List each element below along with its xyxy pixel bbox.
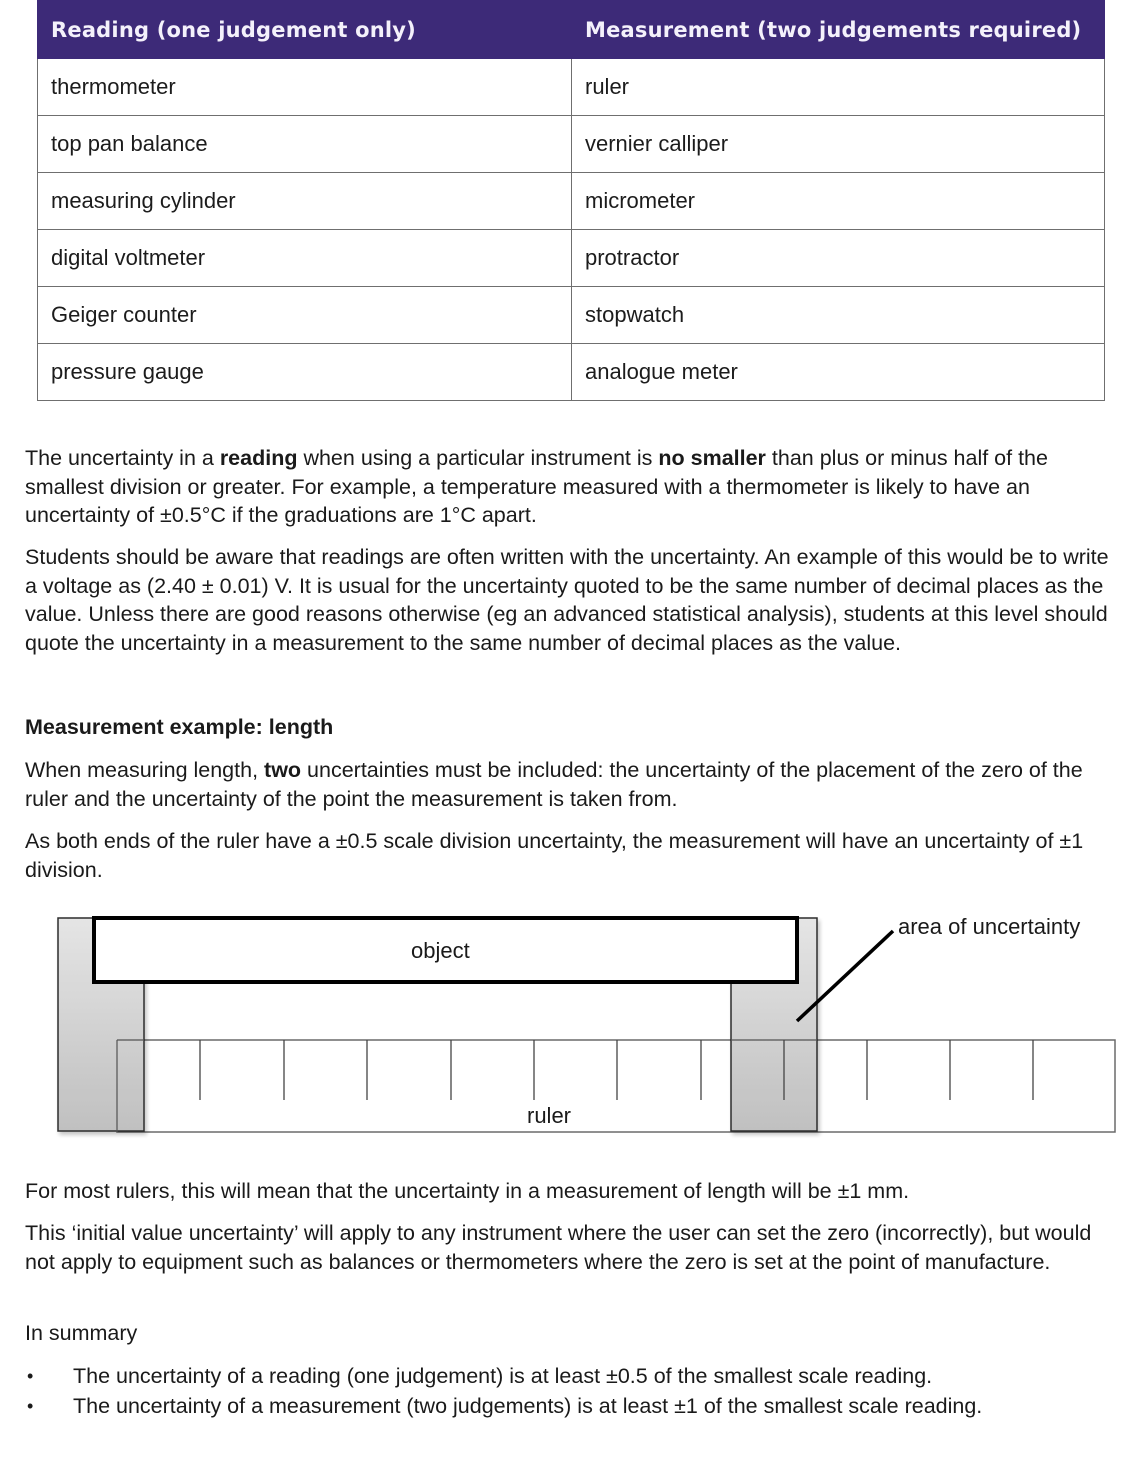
paragraph-reading-uncertainty bbox=[25, 444, 1120, 530]
measurement-cell: stopwatch bbox=[572, 287, 1105, 344]
paragraph-both-ends: As both ends of the ruler have a ±0.5 scale division uncertainty, the measurement will have an uncertainty of ±1 division. bbox=[25, 829, 1084, 882]
measurement-cell: micrometer bbox=[572, 173, 1105, 230]
area-of-uncertainty-label: area of uncertainty bbox=[898, 914, 1081, 939]
emphasis-reading: reading bbox=[219, 446, 298, 470]
text: uncertainties must be included: the uncertainty of the placement of the zero of the ruler and the uncertainty of the point the measurement is taken from. bbox=[25, 758, 1083, 811]
text: When measuring length, bbox=[25, 758, 265, 782]
ruler-body bbox=[117, 1040, 1115, 1132]
text: The uncertainty in a bbox=[25, 446, 220, 470]
reading-cell: thermometer bbox=[38, 59, 572, 116]
measurement-cell: protractor bbox=[572, 230, 1105, 287]
table-header-row bbox=[38, 1, 1105, 59]
reading-cell: measuring cylinder bbox=[38, 173, 572, 230]
table-row bbox=[38, 59, 1105, 116]
list-item bbox=[25, 1392, 1128, 1422]
instrument-table bbox=[37, 0, 1105, 401]
emphasis-no-smaller: no smaller bbox=[658, 446, 766, 470]
table-row bbox=[38, 116, 1105, 173]
table-row bbox=[38, 173, 1105, 230]
header-reading: Reading (one judgement only) bbox=[38, 1, 572, 59]
table-row bbox=[38, 230, 1105, 287]
header-measurement: Measurement (two judgements required) bbox=[572, 1, 1105, 59]
table-row bbox=[38, 287, 1105, 344]
object-label: object bbox=[411, 938, 470, 963]
measurement-cell: analogue meter bbox=[572, 344, 1105, 401]
list-item bbox=[25, 1362, 1128, 1392]
ruler-label: ruler bbox=[527, 1103, 572, 1128]
summary-item-text: The uncertainty of a measurement (two judgements) is at least ±1 of the smallest scale reading. bbox=[73, 1393, 983, 1418]
paragraph-two-uncertainties bbox=[25, 756, 1120, 813]
summary-list bbox=[25, 1362, 1128, 1421]
table-row bbox=[38, 344, 1105, 401]
text: than plus or minus half of the smallest division or greater. For example, a temperature measured with a thermometer is likely to have an uncertainty of ±0.5°C if the graduations are 1°C apart. bbox=[25, 446, 1048, 527]
ruler-diagram bbox=[0, 900, 1128, 1150]
reading-cell: digital voltmeter bbox=[38, 230, 572, 287]
section-heading: Measurement example: length bbox=[25, 715, 334, 739]
summary-item-text: The uncertainty of a reading (one judgement) is at least ±0.5 of the smallest scale reading. bbox=[73, 1364, 933, 1388]
paragraph-ruler-mm: For most rulers, this will mean that the uncertainty in a measurement of length will be ±1 mm. bbox=[25, 1179, 910, 1203]
measurement-cell: ruler bbox=[572, 59, 1105, 116]
paragraph-initial-value: This ‘initial value uncertainty’ will apply to any instrument where the user can set the zero (incorrectly), but would not apply to equipment such as balances or thermometers where the zero is set at the point of manufacture. bbox=[25, 1221, 1092, 1274]
bullet-icon: • bbox=[27, 1366, 34, 1386]
bullet-icon: • bbox=[27, 1395, 34, 1416]
emphasis-two: two bbox=[264, 758, 302, 782]
summary-intro: In summary bbox=[25, 1321, 138, 1345]
reading-cell: top pan balance bbox=[38, 116, 572, 173]
text: when using a particular instrument is bbox=[297, 446, 659, 470]
reading-cell: Geiger counter bbox=[38, 287, 572, 344]
reading-cell: pressure gauge bbox=[38, 344, 572, 401]
paragraph-written-uncertainty: Students should be aware that readings are often written with the uncertainty. An example of this would be to write a voltage as (2.40 ± 0.01) V. It is usual for the uncertainty quoted to be the same number of decimal places as the value. Unless there are good reasons otherwise (eg an advanced statistical analysis), students at this level should quote the uncertainty in a measurement to the same number of decimal places as the value. bbox=[25, 545, 1109, 655]
measurement-cell: vernier calliper bbox=[572, 116, 1105, 173]
